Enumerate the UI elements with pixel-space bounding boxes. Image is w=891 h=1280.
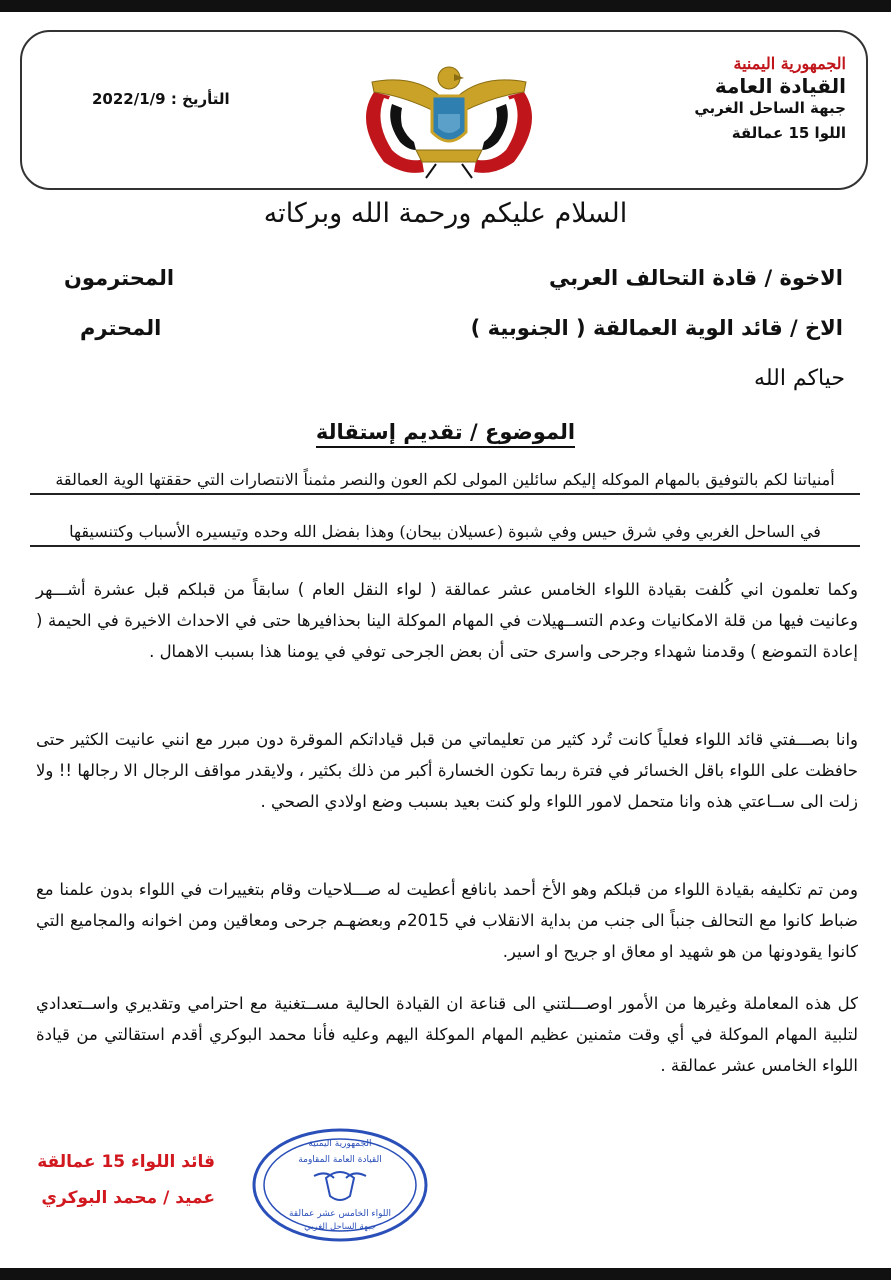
subject bbox=[0, 420, 891, 444]
honorific-commander: المحترم bbox=[80, 316, 162, 340]
official-stamp-icon bbox=[250, 1126, 430, 1244]
brigade-name: اللوا 15 عمالقة bbox=[731, 123, 846, 142]
top-border bbox=[0, 0, 891, 12]
date-value: 2022/1/9 bbox=[92, 90, 166, 108]
letterhead-org-block bbox=[676, 54, 846, 143]
date-label: التأريخ : bbox=[170, 90, 230, 108]
salute: حياكم الله bbox=[754, 366, 845, 391]
signature-name: عميد / محمد البوكري bbox=[41, 1188, 215, 1208]
body-paragraph-1: وكما تعلمون اني كُلفت بقيادة اللواء الخامس عشر عمالقة ( لواء النقل العام ) سابقاً من قبلكم قبل عشرة أشـــهر وعانيت فيها من قلة الامكانيات وعدم التســهيلات في المهام الموكلة الينا بحذافيرها حتى في الاحداث الاخيرة في الحيمة ( إعادة التموضع ) وقدمنا شهداء وجرحى واسرى حتى أن بعض الجرحى توفي في يومنا هذا بسبب الاهمال . bbox=[36, 580, 858, 661]
handwritten-line-2: في الساحل الغربي وفي شرق حيس وفي شبوة (عسيلان بيحان) وهذا بفضل الله وحده وتيسيره الأسباب وكتنسيقها bbox=[30, 522, 860, 547]
stamp-line-3: جبهة الساحل الغربي bbox=[304, 1222, 376, 1232]
bottom-border bbox=[0, 1268, 891, 1280]
body-paragraph-2: وانا بصـــفتي قائد اللواء فعلياً كانت تُرد كثير من تعليماتي من قبل قياداتكم الموقرة دون مبرر مع انني عانيت الكثير حتى حافظت على اللواء باقل الخسائر في فترة ربما تكون الخسارة أكبر من ذلك بكثير ، ولايقدر مواقف الرجال الا رجالها !! ولا زلت الى ســاعتي هذه وانا متحمل لامور اللواء ولو كنت بعيد بسبب وضع اولادي الصحي . bbox=[36, 730, 858, 811]
stamp-top-text: الجمهورية اليمنية bbox=[308, 1139, 372, 1149]
country-name: الجمهورية اليمنية bbox=[733, 54, 846, 73]
stamp-line-1: القيادة العامة المقاومة bbox=[298, 1155, 382, 1165]
front-name: جبهة الساحل الغربي bbox=[694, 99, 846, 117]
handwritten-line-1: أمنياتنا لكم بالتوفيق بالمهام الموكله إليكم سائلين المولى لكم العون والنصر مثمناً الانتصارات التي حققتها الوية العمالقة bbox=[30, 470, 860, 495]
honorific-coalition: المحترمون bbox=[64, 266, 175, 290]
eagle-emblem-icon bbox=[344, 52, 554, 182]
signature-title: قائد اللواء 15 عمالقة bbox=[37, 1152, 215, 1172]
command-name: القيادة العامة bbox=[714, 74, 846, 98]
addressee-coalition: الاخوة / قادة التحالف العربي bbox=[549, 266, 843, 290]
body-paragraph-4: كل هذه المعاملة وغيرها من الأمور اوصـــلتني الى قناعة ان القيادة الحالية مســتغنية مع احترامي وتقديري واســتعدادي لتلبية المهام الموكلة في أي وقت مثمنين عظيم المهام الموكلة اليهم وعليه فأنا محمد البوكري أقدم استقالتي من قيادة اللواء الخامس عشر عمالقة . bbox=[36, 994, 858, 1075]
letterhead-frame bbox=[20, 30, 868, 190]
addressee-amaliqa-commander: الاخ / قائد الوية العمالقة ( الجنوبية ) bbox=[470, 316, 843, 340]
body-paragraph-3: ومن تم تكليفه بقيادة اللواء من قبلكم وهو الأخ أحمد بانافع أعطيت له صـــلاحيات وقام بتغييرات في اللواء بدون علمنا مع ضباط كانوا مع التحالف جنباً الى جنب من بداية الانقلاب في 2015م وبعضهـم جرحى ومعاقين ومن اخوانه والمجاميع التي كانوا يقودونها من هو شهيد او معاق او جريح او اسير. bbox=[36, 880, 858, 961]
greeting: السلام عليكم ورحمة الله وبركاته bbox=[263, 198, 628, 229]
subject-text: الموضوع / تقديم إستقالة bbox=[316, 420, 575, 448]
letter-date bbox=[92, 90, 230, 108]
stamp-line-2: اللواء الخامس عشر عمالقة bbox=[288, 1209, 392, 1219]
